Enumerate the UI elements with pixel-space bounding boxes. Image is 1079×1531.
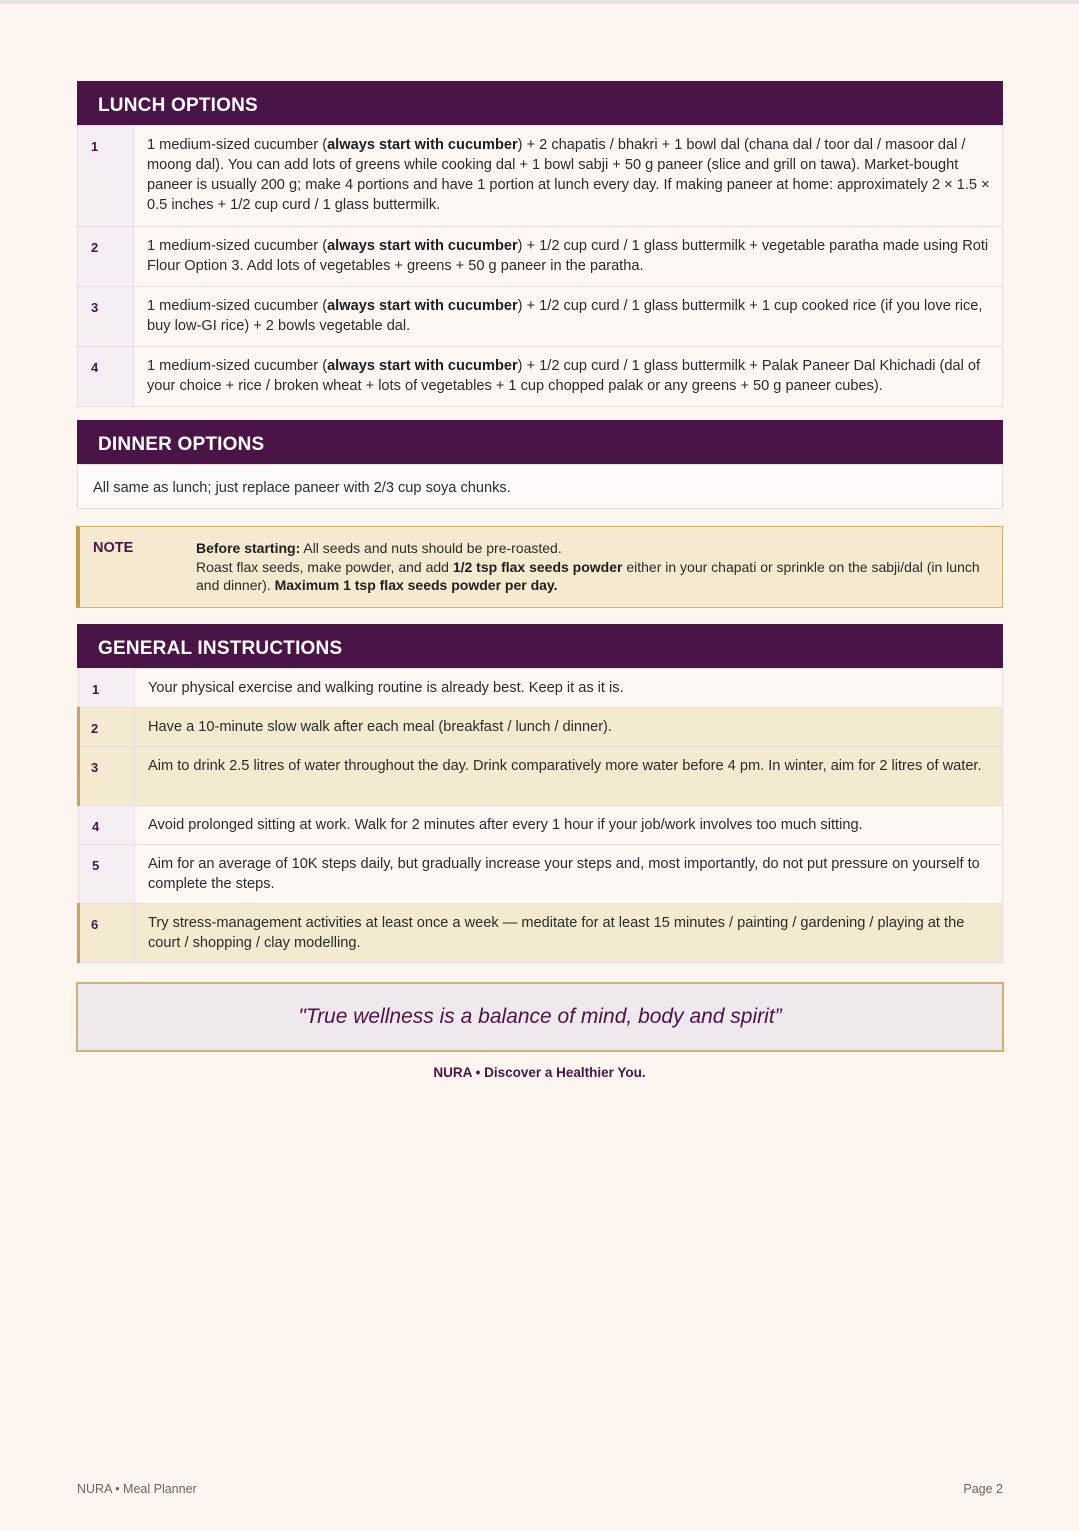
instruction-text: Avoid prolonged sitting at work. Walk for 2 minutes after every 1 hour if your job/work involves too much sitting. xyxy=(135,806,1003,845)
instruction-text: Have a 10-minute slow walk after each meal (breakfast / lunch / dinner). xyxy=(135,708,1003,747)
table-row xyxy=(79,747,1003,806)
lunch-options-header: LUNCH OPTIONS xyxy=(77,81,1003,125)
dinner-options-header: DINNER OPTIONS xyxy=(77,420,1003,464)
lunch-option-text: 1 medium-sized cucumber (always start with cucumber) + 1/2 cup curd / 1 glass buttermilk + vegetable paratha made using Roti Flour Option 3. Add lots of vegetables + greens + 50 g paneer in the paratha. xyxy=(134,227,1003,287)
row-number: 4 xyxy=(78,347,134,407)
table-row xyxy=(79,708,1003,747)
row-number: 2 xyxy=(78,227,134,287)
page-number: Page 2 xyxy=(963,1482,1003,1496)
top-divider xyxy=(0,0,1079,4)
quote-box: "True wellness is a balance of mind, body and spirit” xyxy=(76,982,1004,1052)
table-row xyxy=(79,845,1003,904)
note-label: NOTE xyxy=(93,540,134,556)
dinner-options-text: All same as lunch; just replace paneer with 2/3 cup soya chunks. xyxy=(77,464,1003,509)
table-row xyxy=(79,904,1003,963)
brand-tagline: NURA • Discover a Healthier You. xyxy=(433,1065,646,1080)
instruction-text: Aim to drink 2.5 litres of water throughout the day. Drink comparatively more water before 4 pm. In winter, aim for 2 litres of water. xyxy=(135,747,1003,806)
table-row xyxy=(78,126,1003,227)
table-row xyxy=(78,287,1003,347)
row-number: 5 xyxy=(79,845,135,904)
lunch-option-text: 1 medium-sized cucumber (always start with cucumber) + 2 chapatis / bhakri + 1 bowl dal (chana dal / toor dal / masoor dal / moong dal). You can add lots of greens while cooking dal + 1 bowl sabji + 50 g paneer (slice and grill on tawa). Market-bought paneer is usually 200 g; make 4 portions and have 1 portion at lunch every day. If making paneer at home: approximately 2 × 1.5 × 0.5 inches + 1/2 cup curd / 1 glass buttermilk. xyxy=(134,126,1003,227)
note-text: Before starting: All seeds and nuts should be pre-roasted. Roast flax seeds, make powder, and add 1/2 tsp flax seeds powder either in your chapati or sprinkle on the sabji/dal (in lunch and dinner). Maximum 1 tsp flax seeds powder per day. xyxy=(196,540,980,593)
lunch-options-table xyxy=(77,125,1003,407)
general-instructions-table xyxy=(77,668,1003,963)
instruction-text: Aim for an average of 10K steps daily, but gradually increase your steps and, most importantly, do not put pressure on yourself to complete the steps. xyxy=(135,845,1003,904)
row-number: 3 xyxy=(78,287,134,347)
row-number: 3 xyxy=(79,747,135,806)
table-row xyxy=(78,347,1003,407)
row-number: 2 xyxy=(79,708,135,747)
row-number: 6 xyxy=(79,904,135,963)
table-row xyxy=(79,669,1003,708)
general-instructions-header: GENERAL INSTRUCTIONS xyxy=(77,624,1003,668)
footer-brand: NURA • Meal Planner xyxy=(77,1482,197,1496)
instruction-text: Try stress-management activities at least once a week — meditate for at least 15 minutes / painting / gardening / playing at the court / shopping / clay modelling. xyxy=(135,904,1003,963)
note-box xyxy=(76,526,1003,608)
lunch-option-text: 1 medium-sized cucumber (always start with cucumber) + 1/2 cup curd / 1 glass buttermilk + Palak Paneer Dal Khichadi (dal of your choice + rice / broken wheat + lots of vegetables + 1 cup chopped palak or any greens + 50 g paneer cubes). xyxy=(134,347,1003,407)
row-number: 4 xyxy=(79,806,135,845)
table-row xyxy=(78,227,1003,287)
row-number: 1 xyxy=(78,126,134,227)
lunch-option-text: 1 medium-sized cucumber (always start with cucumber) + 1/2 cup curd / 1 glass buttermilk + 1 cup cooked rice (if you love rice, buy low-GI rice) + 2 bowls vegetable dal. xyxy=(134,287,1003,347)
instruction-text: Your physical exercise and walking routine is already best. Keep it as it is. xyxy=(135,669,1003,708)
table-row xyxy=(79,806,1003,845)
row-number: 1 xyxy=(79,669,135,708)
